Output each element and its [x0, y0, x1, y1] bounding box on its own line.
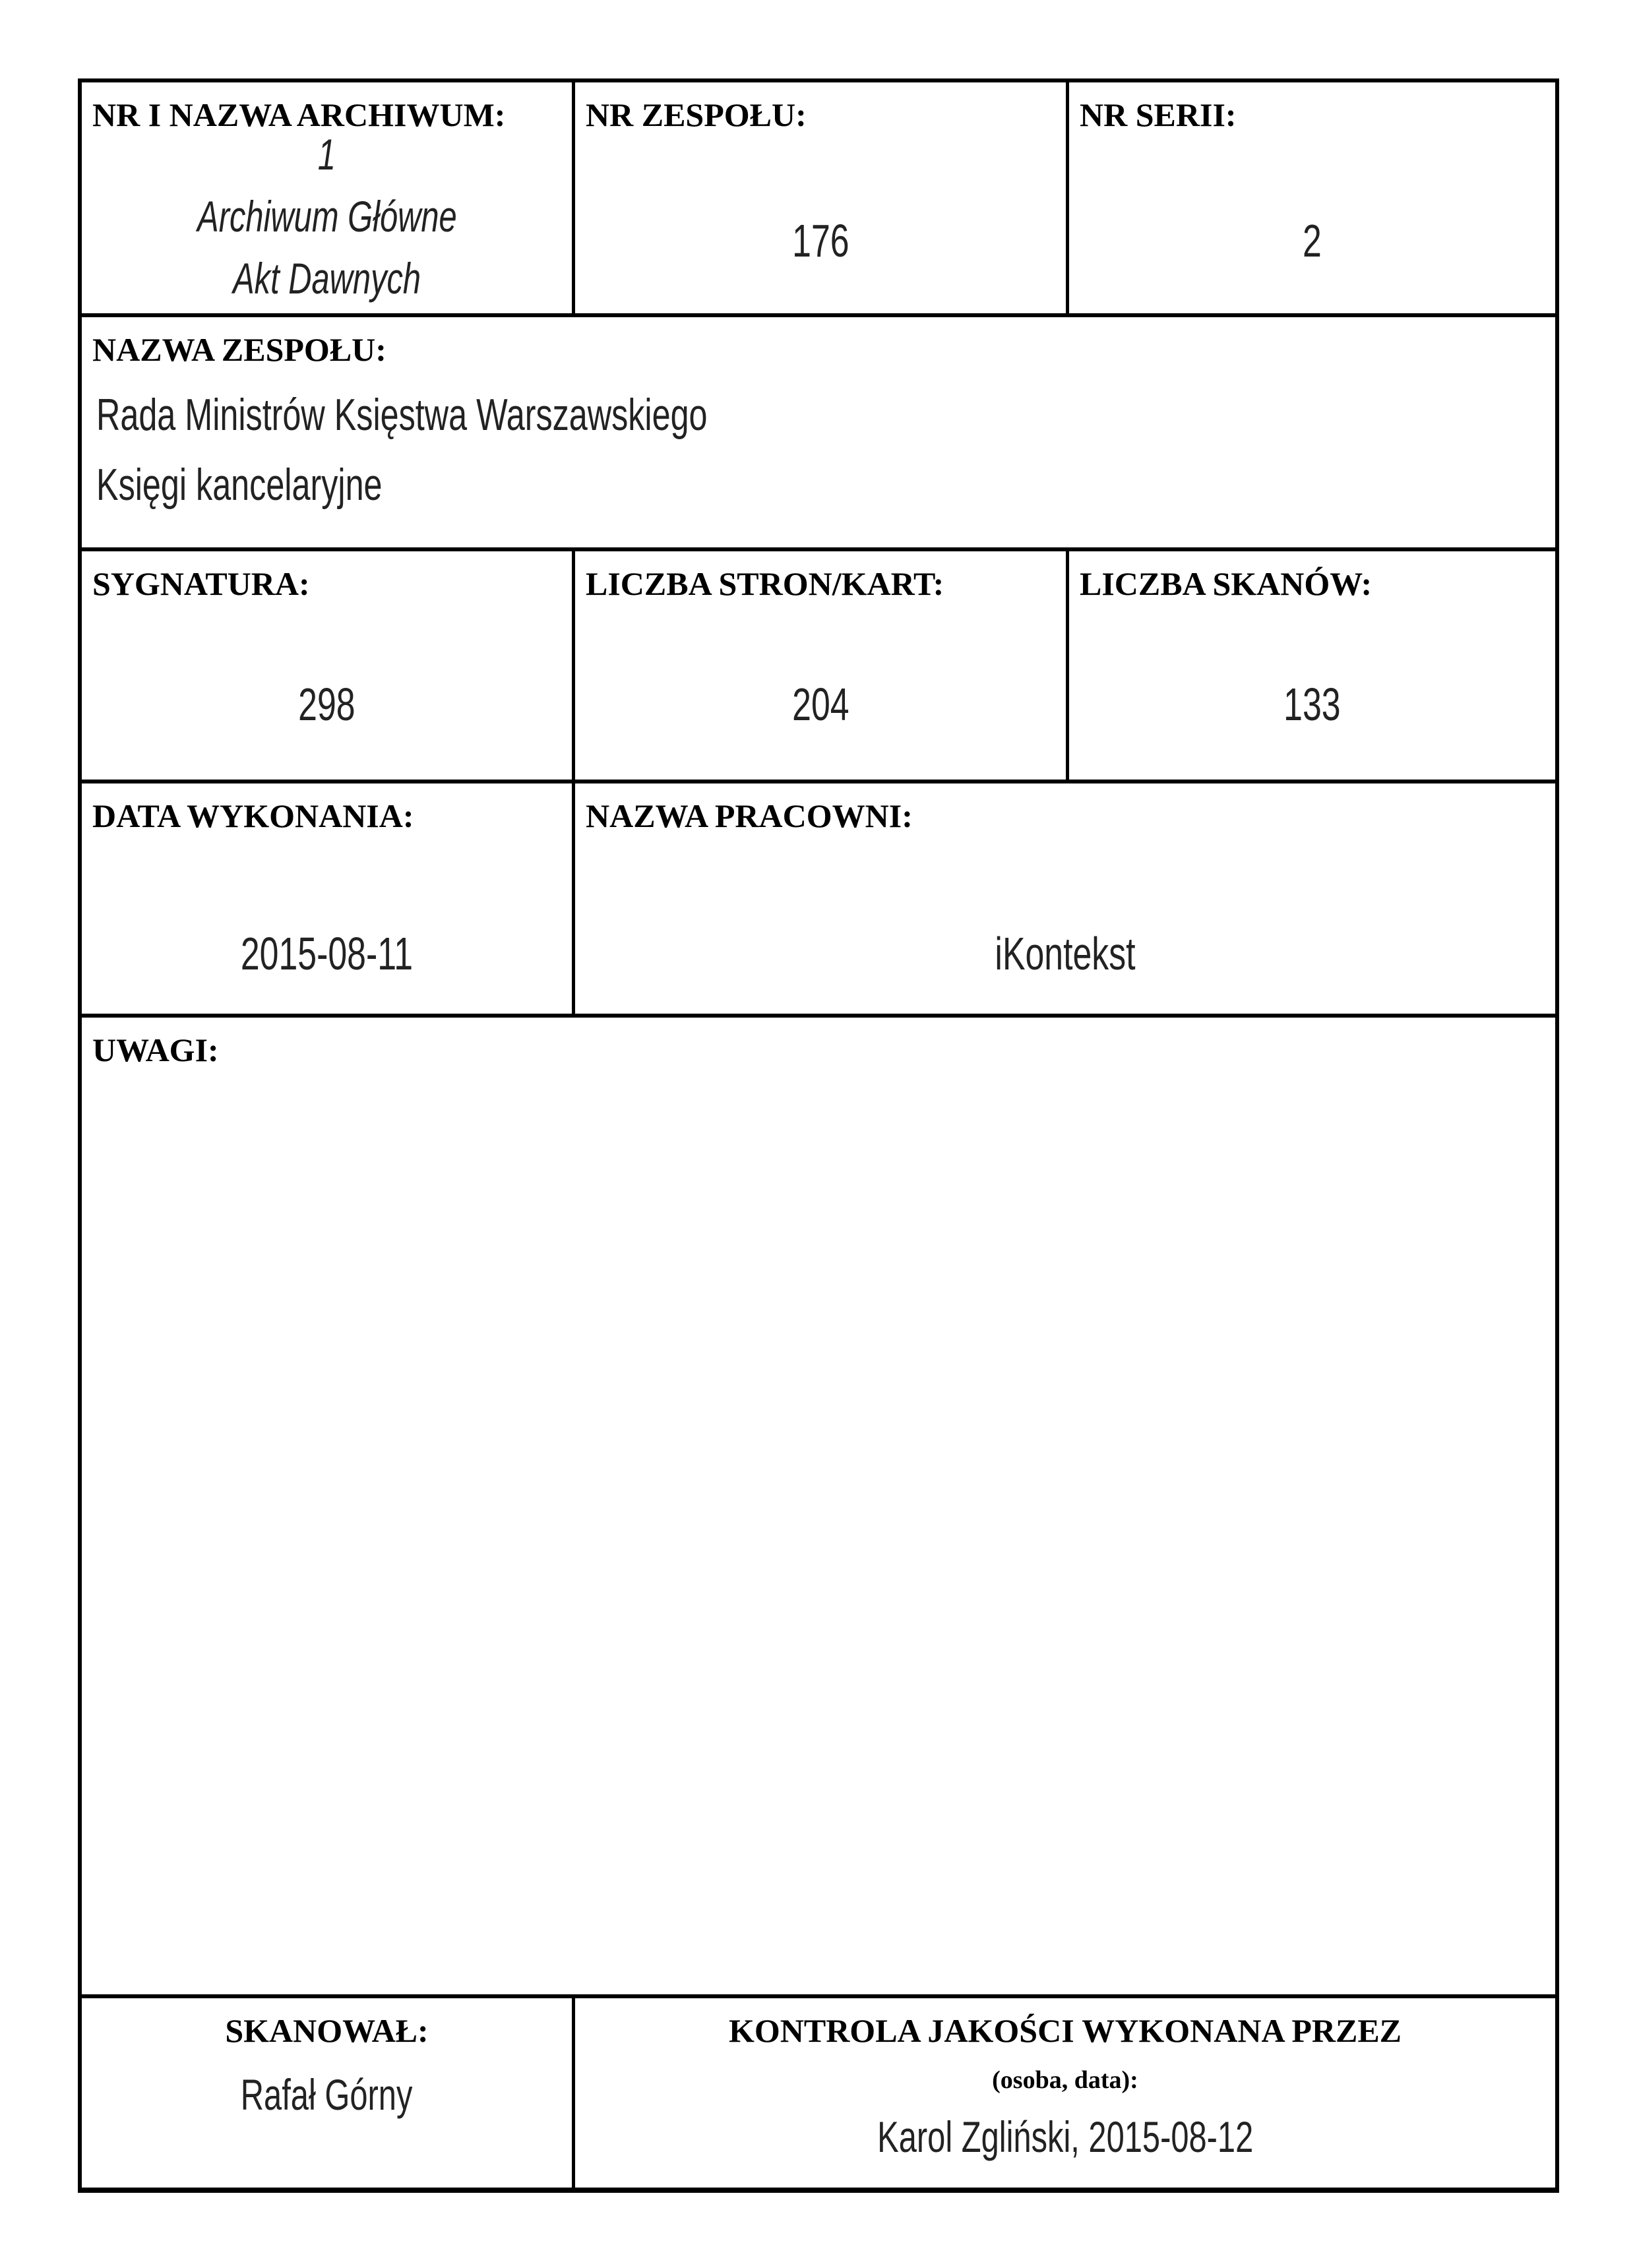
series-number-label: NR SERII:	[1080, 96, 1237, 133]
quality-control-label: KONTROLA JAKOŚCI WYKONANA PRZEZ	[728, 2012, 1402, 2049]
fonds-number-value: 176	[791, 215, 849, 266]
cell-scan-date	[82, 783, 575, 1014]
cell-quality-control	[575, 1998, 1555, 2188]
quality-control-sublabel: (osoba, data):	[992, 2066, 1138, 2094]
cell-fonds-number	[575, 82, 1069, 313]
workshop-label: NAZWA PRACOWNI:	[586, 797, 913, 834]
cell-scanned-by	[82, 1998, 575, 2188]
row-counts	[82, 551, 1555, 783]
scan-date-value: 2015-08-11	[240, 928, 414, 979]
cell-archive	[82, 82, 575, 313]
scan-date-label: DATA WYKONANIA:	[92, 797, 414, 834]
row-execution	[82, 783, 1555, 1018]
cell-series-number	[1069, 82, 1555, 313]
fonds-name-value	[96, 380, 1549, 520]
row-remarks	[82, 1018, 1555, 1998]
row-archive	[82, 82, 1555, 317]
workshop-value: iKontekst	[995, 928, 1136, 979]
archive-name-line1: Archiwum Główne	[197, 192, 457, 241]
row-fonds-name	[82, 317, 1555, 551]
fonds-name-line1: Rada Ministrów Księstwa Warszawskiego	[96, 390, 708, 440]
scanned-by-label: SKANOWAŁ:	[225, 2012, 429, 2049]
cell-scans-count	[1069, 551, 1555, 780]
archive-label: NR I NAZWA ARCHIWUM:	[92, 96, 506, 133]
archive-value	[82, 123, 572, 309]
fonds-name-line2: Księgi kancelaryjne	[96, 460, 383, 510]
scans-count-label: LICZBA SKANÓW:	[1080, 565, 1373, 602]
row-signatures	[82, 1998, 1555, 2188]
scans-count-value: 133	[1283, 679, 1341, 730]
cell-signature	[82, 551, 575, 780]
quality-control-value: Karol Zgliński, 2015-08-12	[877, 2112, 1254, 2161]
fonds-number-label: NR ZESPOŁU:	[586, 96, 807, 133]
cell-workshop	[575, 783, 1555, 1014]
archive-number: 1	[317, 130, 336, 179]
series-number-value: 2	[1303, 215, 1322, 266]
metadata-table	[78, 78, 1559, 2193]
cell-pages-count	[575, 551, 1069, 780]
signature-value: 298	[298, 679, 355, 730]
remarks-label: UWAGI:	[92, 1031, 219, 1068]
cell-fonds-name	[82, 317, 1555, 547]
pages-count-value: 204	[791, 679, 849, 730]
cell-remarks	[82, 1018, 1555, 1994]
scanned-by-value: Rafał Górny	[241, 2070, 413, 2119]
pages-count-label: LICZBA STRON/KART:	[586, 565, 944, 602]
fonds-name-label: NAZWA ZESPOŁU:	[92, 331, 386, 368]
signature-label: SYGNATURA:	[92, 565, 310, 602]
archive-name-line2: Akt Dawnych	[232, 254, 421, 303]
